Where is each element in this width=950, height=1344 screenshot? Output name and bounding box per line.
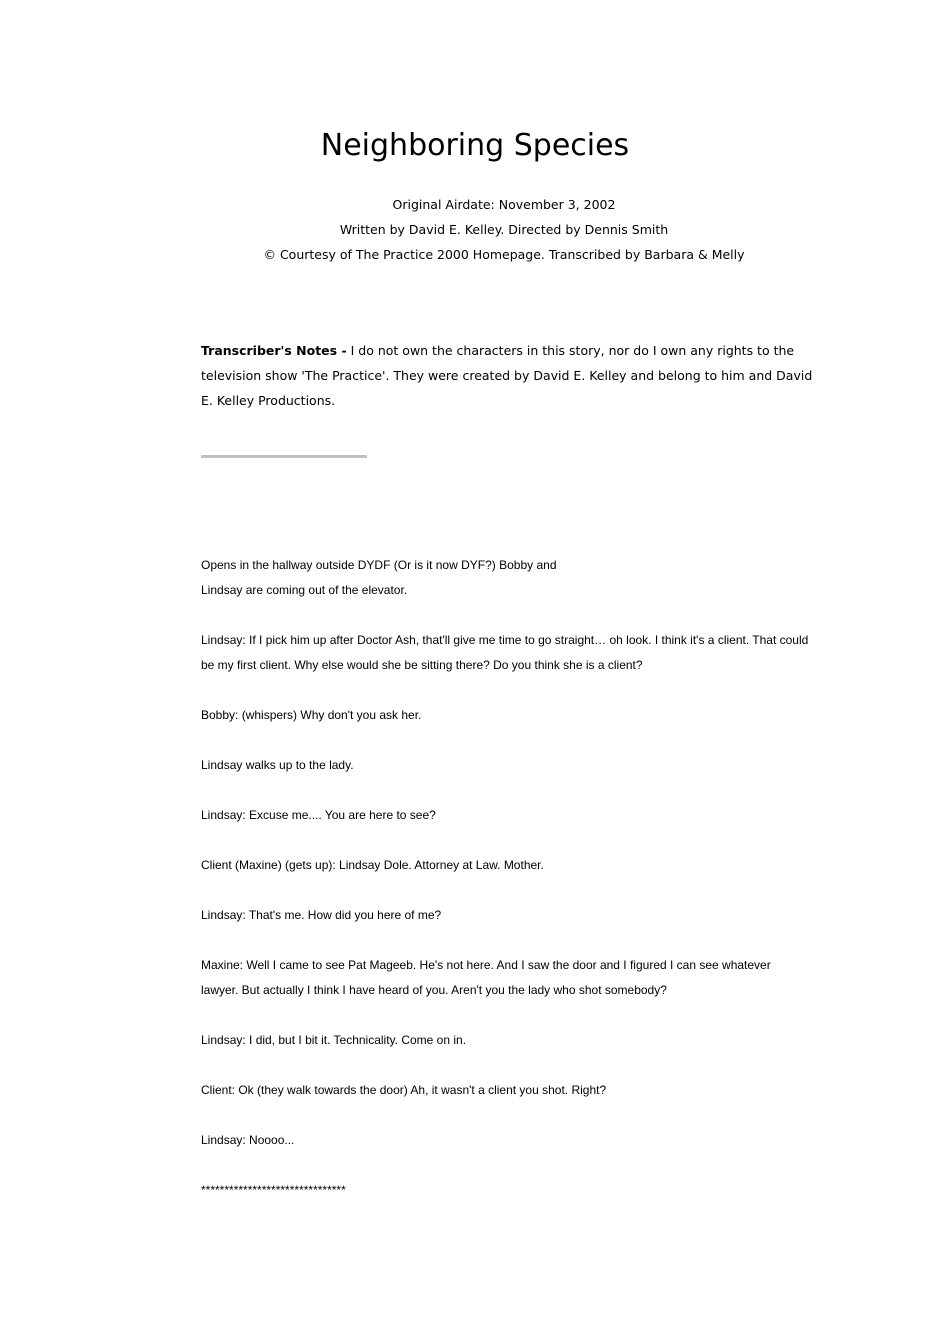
scene-separator: ******************************* <box>201 1183 346 1197</box>
script-line: Bobby: (whispers) Why don't you ask her. <box>201 708 422 722</box>
transcriber-notes-label: Transcriber's Notes - <box>201 343 347 358</box>
credits-line: Written by David E. Kelley. Directed by Dennis Smith <box>339 222 669 237</box>
courtesy-line: © Courtesy of The Practice 2000 Homepage. Transcribed by Barbara & Melly <box>263 247 745 262</box>
page-title: Neighboring Species <box>320 128 630 163</box>
script-line: Maxine: Well I came to see Pat Mageeb. He's not here. And I saw the door and I figured I can see whatever lawyer. But actually I think I have heard of you. Aren't you the lady who shot somebody? <box>201 958 771 997</box>
script-line: Lindsay: That's me. How did you here of me? <box>201 908 442 922</box>
script-line: Opens in the hallway outside DYDF (Or is it now DYF?) Bobby and Lindsay are coming out of the elevator. <box>201 558 557 597</box>
transcriber-notes <box>201 338 821 413</box>
script-line: Client: Ok (they walk towards the door) Ah, it wasn't a client you shot. Right? <box>201 1083 607 1097</box>
transcriber-notes-text: I do not own the characters in this story, nor do I own any rights to the television show 'The Practice'. They were created by David E. Kelley and belong to him and David E. Kelley Productions. <box>201 343 813 408</box>
script-line: Client (Maxine) (gets up): Lindsay Dole. Attorney at Law. Mother. <box>201 858 544 872</box>
section-divider <box>201 455 367 458</box>
script-line: Lindsay walks up to the lady. <box>201 758 354 772</box>
script-line: Lindsay: If I pick him up after Doctor Ash, that'll give me time to go straight… oh look. I think it's a client. That could be my first client. Why else would she be sitting there? Do you think she is a client? <box>201 633 809 672</box>
script-line: Lindsay: I did, but I bit it. Technicality. Come on in. <box>201 1033 467 1047</box>
script-line: Lindsay: Noooo... <box>201 1133 295 1147</box>
airdate-line: Original Airdate: November 3, 2002 <box>392 197 616 212</box>
script-line: Lindsay: Excuse me.... You are here to see? <box>201 808 436 822</box>
script-body <box>201 553 811 1228</box>
